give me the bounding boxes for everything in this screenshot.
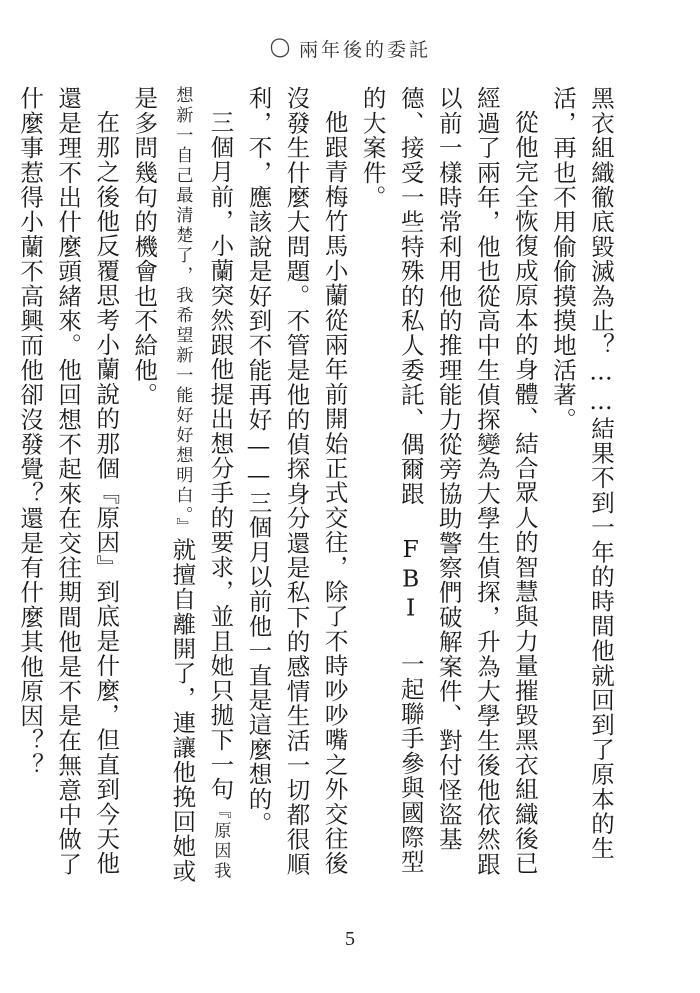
paragraph-5: 在那之後他反覆思考小蘭說的那個『原因』到底是什麼，但直到今天他還是理不出什麼頭緒來。他回想不起來在交往期間他是不是在無意中做了什麼事惹得小蘭不高興而他卻沒發覺？還是有什麼其他原因？？ <box>16 86 121 877</box>
page-number: 5 <box>345 928 355 950</box>
body-text <box>16 86 620 886</box>
chapter-title: 兩年後的委託 <box>298 38 431 61</box>
handwritten-quote: 『原因我想新一自己最清楚了，我希望新一能好好想明白。』 <box>172 86 231 882</box>
paragraph-1: 黑衣組織徹底毀滅為止？……結果不到一年的時間他就回到了原本的生活，再也不用偷偷摸摸地活著。 <box>548 86 615 861</box>
circle-doodle-icon <box>269 37 291 59</box>
paragraph-2: 從他完全恢復成原本的身體、結合眾人的智慧與力量摧毀黑衣組織後已經過了兩年，他也從高中生偵探變為大學生偵探，升為大學生後他依然跟以前一樣時常利用他的推理能力從旁協助警察們破解案件、對付怪盜基德、接受一些特殊的私人委託、偶爾跟 FBI 一起聯手參與國際型的大案件。 <box>358 86 539 877</box>
paragraph-4-before: 三個月前，小蘭突然跟他提出想分手的要求，並且她只拋下一句 <box>206 109 235 802</box>
paragraph-4 <box>125 86 239 886</box>
paragraph-3: 他跟青梅竹馬小蘭從兩年前開始正式交往，除了不時吵吵嘴之外交往後沒發生什麼大問題。不管是他的偵探身分還是私下的感情生活一切都很順利，不，應該說是好到不能再好——三個月以前他一直是這麼想的。 <box>244 86 349 877</box>
page-header <box>0 30 700 66</box>
paragraph-4-after: 就擅自離開了，連讓他挽回她或是多問幾句的機會也不給他。 <box>130 86 197 884</box>
